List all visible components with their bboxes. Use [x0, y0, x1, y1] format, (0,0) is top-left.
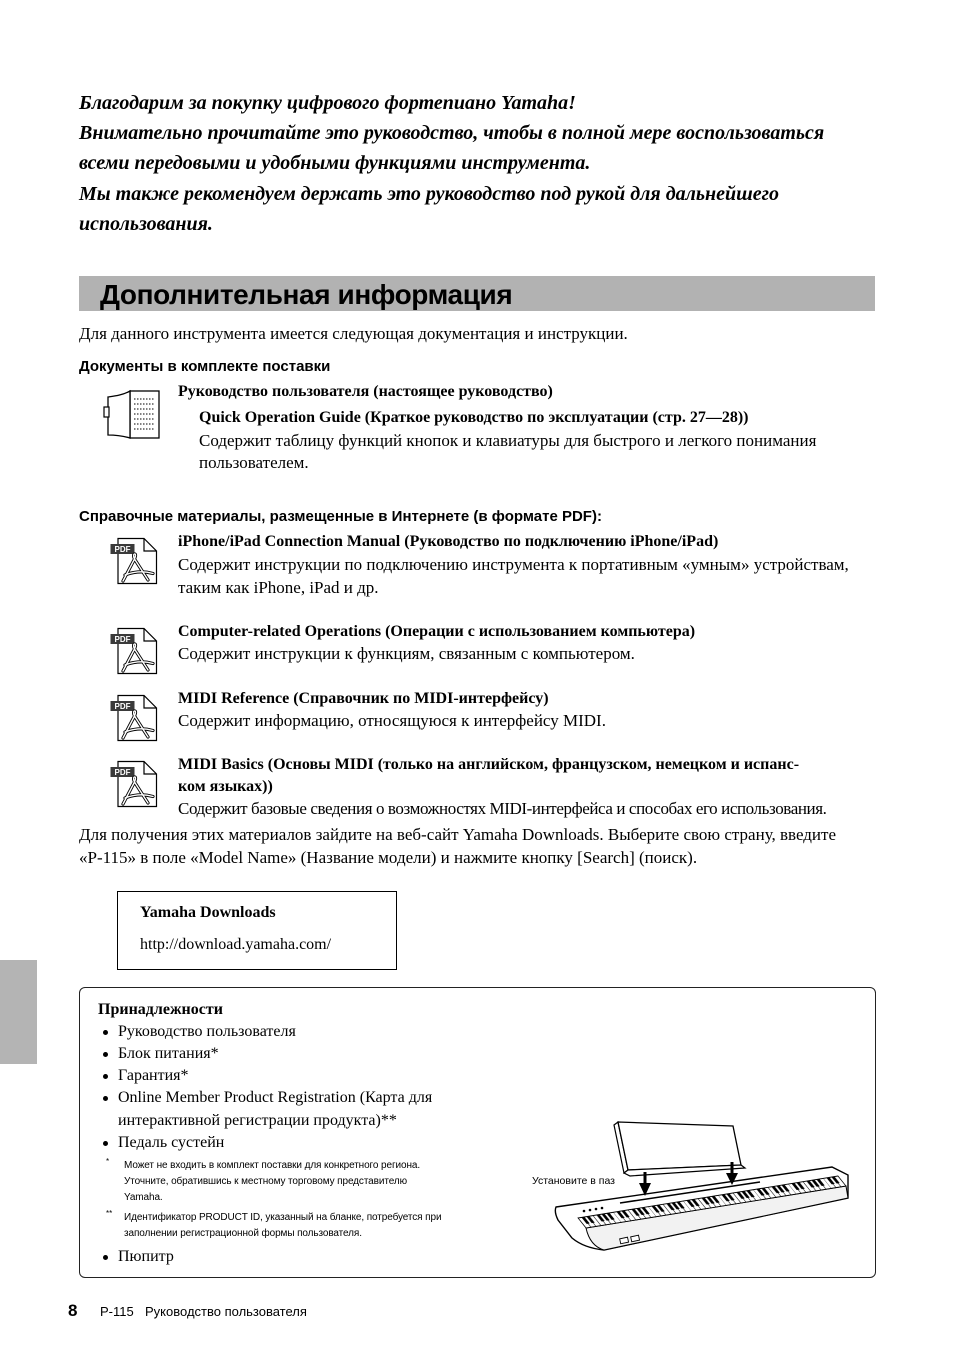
- intro-line: использования.: [79, 213, 213, 235]
- accessory-item: Руководство пользователя: [118, 1023, 296, 1040]
- online-doc-title: Computer-related Operations (Операции с использованием компьютера): [178, 623, 696, 640]
- quick-guide-desc: пользователем.: [199, 453, 309, 472]
- pdf-icon: [110, 760, 158, 808]
- section-lead: Для данного инструмента имеется следующая документация и инструкции.: [79, 324, 628, 343]
- online-doc-desc: Содержит базовые сведения о возможностях MIDI-интерфейса и способах его использования.: [178, 799, 827, 818]
- footnote-mark: *: [106, 1157, 110, 1166]
- footnote-mark: **: [106, 1209, 113, 1218]
- footnote-text: Уточните, обратившись к местному торговому представителю: [124, 1176, 407, 1187]
- online-doc-desc: Содержит информацию, относящуюся к интерфейсу MIDI.: [178, 711, 606, 730]
- pdf-label: PDF: [114, 768, 131, 778]
- online-docs-heading: Справочные материалы, размещенные в Интернете (в формате PDF):: [79, 508, 602, 525]
- accessory-item: Online Member Product Registration (Карта для: [118, 1089, 433, 1106]
- bullet: [103, 1030, 108, 1035]
- illustration-label: Установите в паз: [532, 1175, 615, 1187]
- intro-line: всеми передовыми и удобными функциями инструмента.: [79, 152, 591, 174]
- page-number: 8: [68, 1301, 78, 1320]
- intro-line: Благодарим за покупку цифрового фортепиано Yamaha!: [79, 92, 576, 114]
- pdf-icon: [110, 694, 158, 742]
- quick-guide-desc: Содержит таблицу функций кнопок и клавиатуры для быстрого и легкого понимания: [199, 431, 817, 450]
- online-doc-desc: Содержит инструкции по подключению инструмента к портативным «умным» устройствам,: [178, 555, 849, 574]
- footer-doc-title: Руководство пользователя: [145, 1304, 307, 1319]
- online-doc-title: MIDI Reference (Справочник по MIDI-интерфейсу): [178, 690, 549, 707]
- online-doc-desc: Содержит инструкции к функциям, связанным с компьютером.: [178, 644, 635, 663]
- section-title: Дополнительная информация: [100, 279, 513, 310]
- included-docs-heading: Документы в комплекте поставки: [79, 358, 331, 375]
- music-rest: [614, 1122, 745, 1176]
- footnote-text: заполнении регистрационной формы пользователя.: [124, 1228, 362, 1239]
- pdf-label: PDF: [114, 635, 131, 645]
- footnote-text: Идентификатор PRODUCT ID, указанный на бланке, потребуется при: [124, 1212, 442, 1223]
- online-doc-title: ком языках)): [178, 778, 273, 795]
- bullet: [103, 1052, 108, 1057]
- intro-line: Мы также рекомендуем держать это руководство под рукой для дальнейшего: [79, 183, 780, 205]
- section-header-bar: [79, 276, 875, 311]
- pdf-label: PDF: [114, 545, 131, 555]
- pdf-label: PDF: [114, 702, 131, 712]
- footnote-text: Может не входить в комплект поставки для конкретного региона.: [124, 1160, 421, 1171]
- downloads-box-title: Yamaha Downloads: [140, 904, 276, 921]
- manual-title: Руководство пользователя (настоящее руководство): [178, 383, 553, 400]
- accessory-item: Пюпитр: [118, 1248, 174, 1265]
- pdf-icon: [110, 537, 158, 585]
- piano-body: [555, 1167, 848, 1250]
- bullet: [103, 1141, 108, 1146]
- online-doc-title: MIDI Basics (Основы MIDI (только на английском, французском, немецком и испанс-: [178, 756, 800, 773]
- side-tab: [0, 960, 37, 1064]
- accessory-item: интерактивной регистрации продукта)**: [118, 1112, 397, 1129]
- accessory-item: Педаль сустейн: [118, 1134, 225, 1151]
- bullet: [103, 1255, 108, 1260]
- online-doc-title: iPhone/iPad Connection Manual (Руководство по подключению iPhone/iPad): [178, 533, 719, 550]
- footer-model: P-115: [100, 1304, 134, 1319]
- book-icon: [103, 389, 161, 441]
- accessory-item: Блок питания*: [118, 1045, 219, 1062]
- downloads-url-link[interactable]: http://download.yamaha.com/: [140, 936, 332, 953]
- piano-illustration: [520, 1110, 860, 1260]
- intro-line: Внимательно прочитайте это руководство, чтобы в полной мере воспользоваться: [79, 122, 825, 144]
- quick-guide-title: Quick Operation Guide (Краткое руководство по эксплуатации (стр. 27—28)): [199, 409, 749, 426]
- footnote-text: Yamaha.: [124, 1192, 163, 1203]
- accessory-item: Гарантия*: [118, 1067, 189, 1084]
- bullet: [103, 1074, 108, 1079]
- online-doc-desc: таким как iPhone, iPad и др.: [178, 578, 379, 597]
- downloads-note: «P-115» в поле «Model Name» (Название модели) и нажмите кнопку [Search] (поиск).: [79, 848, 698, 867]
- accessories-heading: Принадлежности: [98, 1001, 223, 1018]
- pdf-icon: [110, 627, 158, 675]
- downloads-note: Для получения этих материалов зайдите на веб-сайт Yamaha Downloads. Выберите свою страну, введите: [79, 825, 836, 844]
- bullet: [103, 1096, 108, 1101]
